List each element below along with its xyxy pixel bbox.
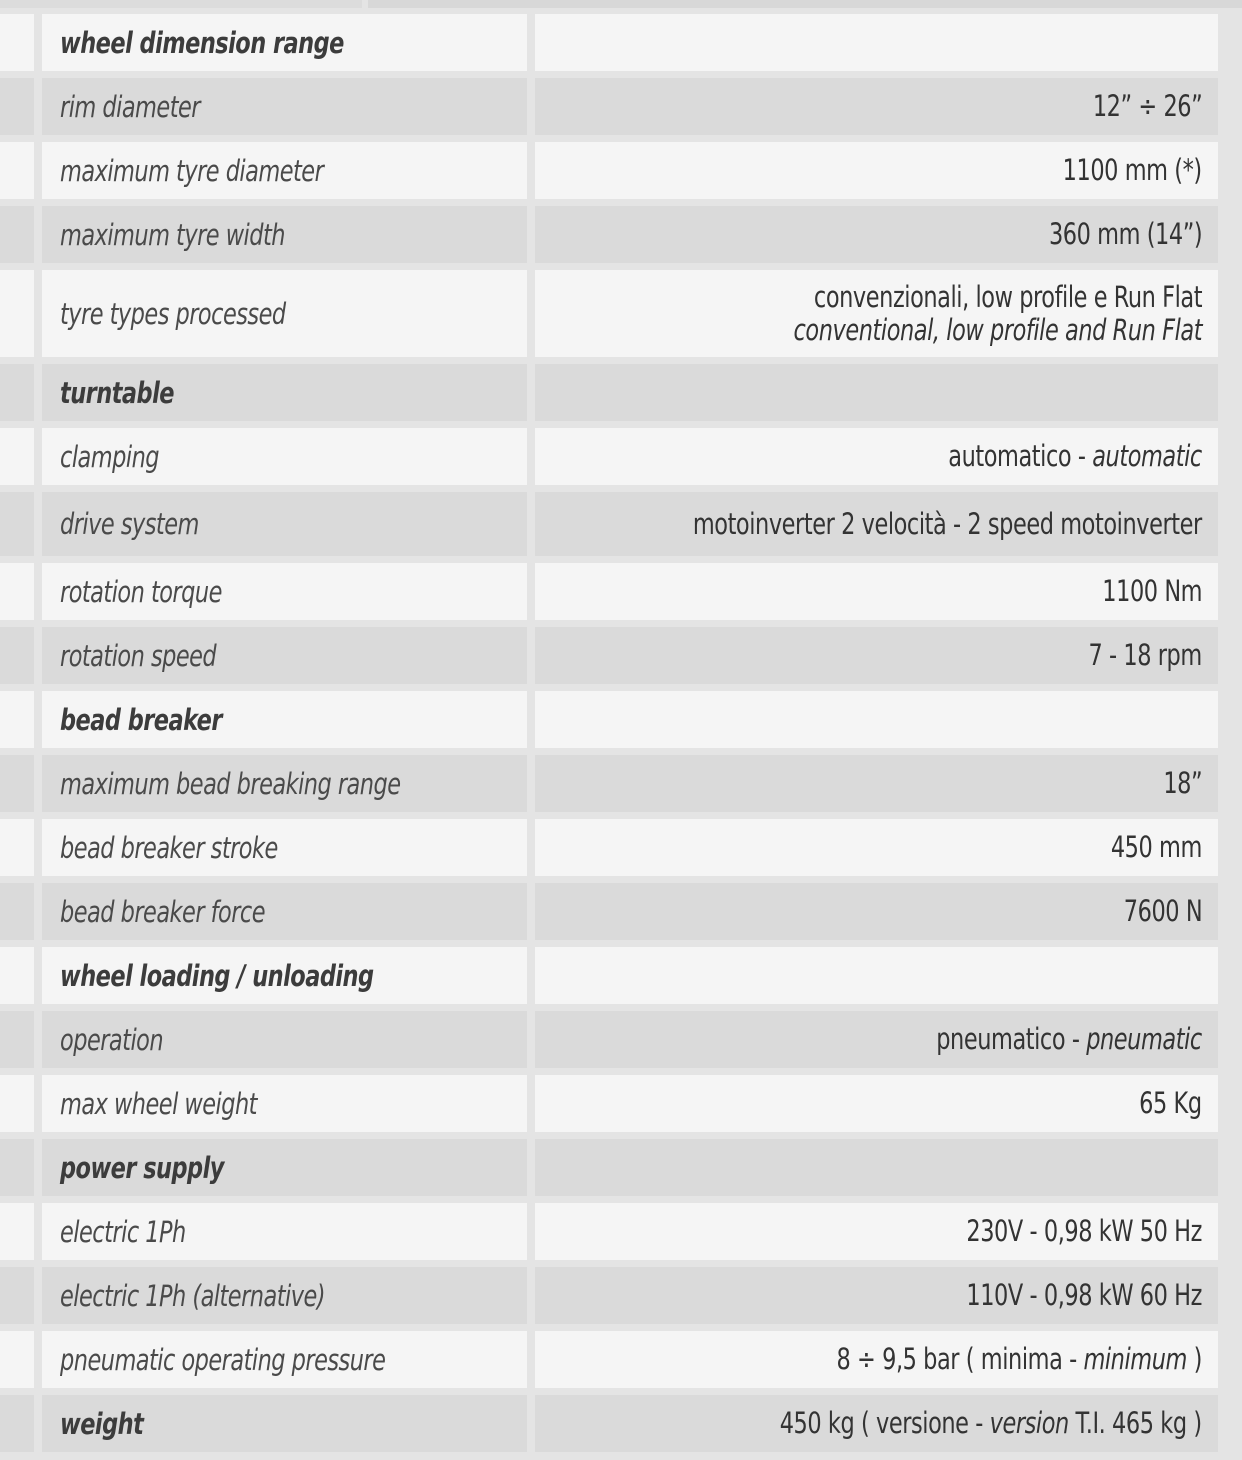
spec-value-cell: [535, 78, 1218, 135]
spec-label-cell: [42, 1267, 527, 1324]
top-bar: [0, 0, 1242, 8]
row-left-edge: [0, 627, 34, 684]
table-row: [0, 947, 1242, 1004]
spec-label: maximum bead breaking range: [60, 766, 401, 801]
spec-value: [1089, 639, 1202, 672]
spec-value-cell: [535, 1011, 1218, 1068]
spec-value-cell: [535, 428, 1218, 485]
row-left-edge: [0, 270, 34, 357]
spec-value-cell: [535, 1075, 1218, 1132]
spec-label: bead breaker stroke: [60, 830, 278, 865]
row-left-edge: [0, 819, 34, 876]
table-row: [0, 14, 1242, 71]
row-left-edge: [0, 142, 34, 199]
section-heading: wheel dimension range: [60, 25, 344, 60]
spec-value: [1063, 154, 1202, 187]
spec-value-cell: [535, 1395, 1218, 1452]
spec-value-cell: [535, 883, 1218, 940]
top-bar-right: [368, 0, 1242, 8]
table-row: [0, 1011, 1242, 1068]
spec-value-cell: [535, 1139, 1218, 1196]
spec-value-cell: [535, 270, 1218, 357]
spec-value-part: 12” ÷ 26”: [1092, 89, 1202, 123]
spec-label-cell: [42, 627, 527, 684]
spec-value-part: 18”: [1163, 766, 1202, 800]
spec-value: [837, 1343, 1202, 1376]
spec-label-cell: [42, 883, 527, 940]
table-row: [0, 492, 1242, 556]
table-row: [0, 206, 1242, 263]
row-left-edge: [0, 1267, 34, 1324]
spec-value-part: 7 - 18 rpm: [1088, 638, 1202, 672]
spec-value-cell: [535, 691, 1218, 748]
spec-value-cell: [535, 142, 1218, 199]
spec-value-part: convenzionali, low profile e Run Flat: [813, 279, 1202, 314]
section-heading-cell: [42, 14, 527, 71]
spec-label-cell: [42, 270, 527, 357]
spec-value-cell: [535, 627, 1218, 684]
row-left-edge: [0, 1075, 34, 1132]
spec-value: [1092, 90, 1202, 123]
spec-value-part: 1100 Nm: [1102, 574, 1202, 608]
table-row: [0, 1331, 1242, 1388]
spec-value-cell: [535, 755, 1218, 812]
spec-value: [936, 1023, 1202, 1056]
spec-label: maximum tyre diameter: [60, 153, 324, 188]
spec-value-cell: [535, 819, 1218, 876]
spec-label-cell: [42, 1331, 527, 1388]
table-row: [0, 142, 1242, 199]
row-left-edge: [0, 1395, 34, 1452]
spec-value-part: 65 Kg: [1139, 1086, 1202, 1120]
spec-value-part: 360 mm (14”): [1048, 217, 1202, 251]
spec-value-part: minimum: [1083, 1342, 1187, 1376]
row-left-edge: [0, 1331, 34, 1388]
spec-label-cell: [42, 819, 527, 876]
table-row: [0, 819, 1242, 876]
spec-value: [966, 1279, 1202, 1312]
spec-label-cell: [42, 206, 527, 263]
row-left-edge: [0, 206, 34, 263]
table-row: [0, 627, 1242, 684]
section-heading: bead breaker: [60, 702, 222, 737]
row-left-edge: [0, 428, 34, 485]
row-left-edge: [0, 1011, 34, 1068]
table-row: [0, 1395, 1242, 1452]
row-left-edge: [0, 492, 34, 556]
spec-label: rim diameter: [60, 89, 200, 124]
spec-value-cell: [535, 563, 1218, 620]
spec-value-part: T.I. 465 kg ): [1069, 1406, 1202, 1440]
spec-label-cell: [42, 1203, 527, 1260]
table-row: [0, 428, 1242, 485]
section-heading-cell: [42, 691, 527, 748]
spec-label: electric 1Ph (alternative): [60, 1278, 326, 1313]
spec-value-part: 7600 N: [1123, 894, 1202, 928]
section-heading-cell: [42, 1395, 527, 1452]
section-heading: wheel loading / unloading: [60, 958, 374, 993]
spec-value-cell: [535, 206, 1218, 263]
table-row: [0, 563, 1242, 620]
table-row: [0, 691, 1242, 748]
spec-value-part: automatic: [1092, 439, 1202, 473]
row-left-edge: [0, 691, 34, 748]
spec-label: electric 1Ph: [60, 1214, 186, 1249]
spec-value-part: 450 kg ( versione -: [780, 1406, 990, 1440]
spec-value-part: 8 ÷ 9,5 bar ( minima -: [836, 1342, 1084, 1376]
spec-value-part: automatico -: [948, 439, 1093, 473]
table-row: [0, 1203, 1242, 1260]
section-heading: power supply: [60, 1150, 224, 1185]
spec-label-cell: [42, 142, 527, 199]
spec-value: [966, 1215, 1202, 1248]
spec-value: [1124, 895, 1202, 928]
spec-value: [1140, 1087, 1202, 1120]
spec-value: [1049, 218, 1202, 251]
spec-label: operation: [60, 1022, 164, 1057]
spec-value: [693, 508, 1202, 541]
spec-value: [1163, 767, 1202, 800]
table-row: [0, 270, 1242, 357]
spec-value-part: 110V - 0,98 kW 60 Hz: [966, 1278, 1202, 1312]
spec-label: bead breaker force: [60, 894, 266, 929]
table-row: [0, 1075, 1242, 1132]
spec-value-part: 230V - 0,98 kW 50 Hz: [966, 1214, 1202, 1248]
spec-value-cell: [535, 364, 1218, 421]
table-row: [0, 883, 1242, 940]
spec-value-cell: [535, 1267, 1218, 1324]
spec-label-cell: [42, 78, 527, 135]
spec-value: [793, 281, 1202, 347]
row-left-edge: [0, 947, 34, 1004]
row-left-edge: [0, 755, 34, 812]
spec-value-part: 450 mm: [1110, 830, 1202, 864]
spec-value-cell: [535, 14, 1218, 71]
section-heading: weight: [60, 1406, 144, 1441]
spec-label-cell: [42, 1011, 527, 1068]
row-left-edge: [0, 883, 34, 940]
section-heading-cell: [42, 947, 527, 1004]
table-row: [0, 78, 1242, 135]
row-left-edge: [0, 364, 34, 421]
spec-value: [1111, 831, 1202, 864]
spec-value-part: conventional, low profile and Run Flat: [793, 312, 1202, 347]
spec-label-cell: [42, 1075, 527, 1132]
row-left-edge: [0, 563, 34, 620]
spec-label: rotation speed: [60, 638, 217, 673]
spec-label: tyre types processed: [60, 296, 286, 331]
section-heading-cell: [42, 1139, 527, 1196]
table-row: [0, 364, 1242, 421]
spec-label-cell: [42, 755, 527, 812]
spec-label-cell: [42, 563, 527, 620]
table-row: [0, 755, 1242, 812]
spec-value-cell: [535, 1331, 1218, 1388]
section-heading-cell: [42, 364, 527, 421]
spec-value-part: pneumatic: [1086, 1022, 1202, 1056]
spec-label: drive system: [60, 507, 199, 541]
row-left-edge: [0, 14, 34, 71]
spec-table: [0, 14, 1242, 1459]
table-row: [0, 1139, 1242, 1196]
spec-value-part: version: [989, 1406, 1070, 1440]
spec-label: rotation torque: [60, 574, 222, 609]
spec-value: [780, 1407, 1202, 1440]
spec-value-cell: [535, 1203, 1218, 1260]
spec-value-part: ): [1186, 1342, 1202, 1376]
spec-label-cell: [42, 492, 527, 556]
spec-value-cell: [535, 492, 1218, 556]
table-row: [0, 1267, 1242, 1324]
spec-label: clamping: [60, 439, 160, 474]
spec-label: pneumatic operating pressure: [60, 1342, 386, 1377]
row-left-edge: [0, 78, 34, 135]
spec-value-part: motoinverter 2 velocità - 2 speed motoinverter: [693, 506, 1202, 541]
spec-label: maximum tyre width: [60, 217, 285, 252]
row-left-edge: [0, 1139, 34, 1196]
row-left-edge: [0, 1203, 34, 1260]
spec-value-part: 1100 mm (*): [1062, 153, 1202, 187]
spec-value-part: pneumatico -: [936, 1022, 1087, 1056]
section-heading: turntable: [60, 375, 174, 410]
spec-label: max wheel weight: [60, 1086, 257, 1121]
spec-value-cell: [535, 947, 1218, 1004]
spec-value: [1102, 575, 1202, 608]
top-bar-left: [0, 0, 362, 8]
spec-value: [948, 440, 1202, 473]
spec-label-cell: [42, 428, 527, 485]
